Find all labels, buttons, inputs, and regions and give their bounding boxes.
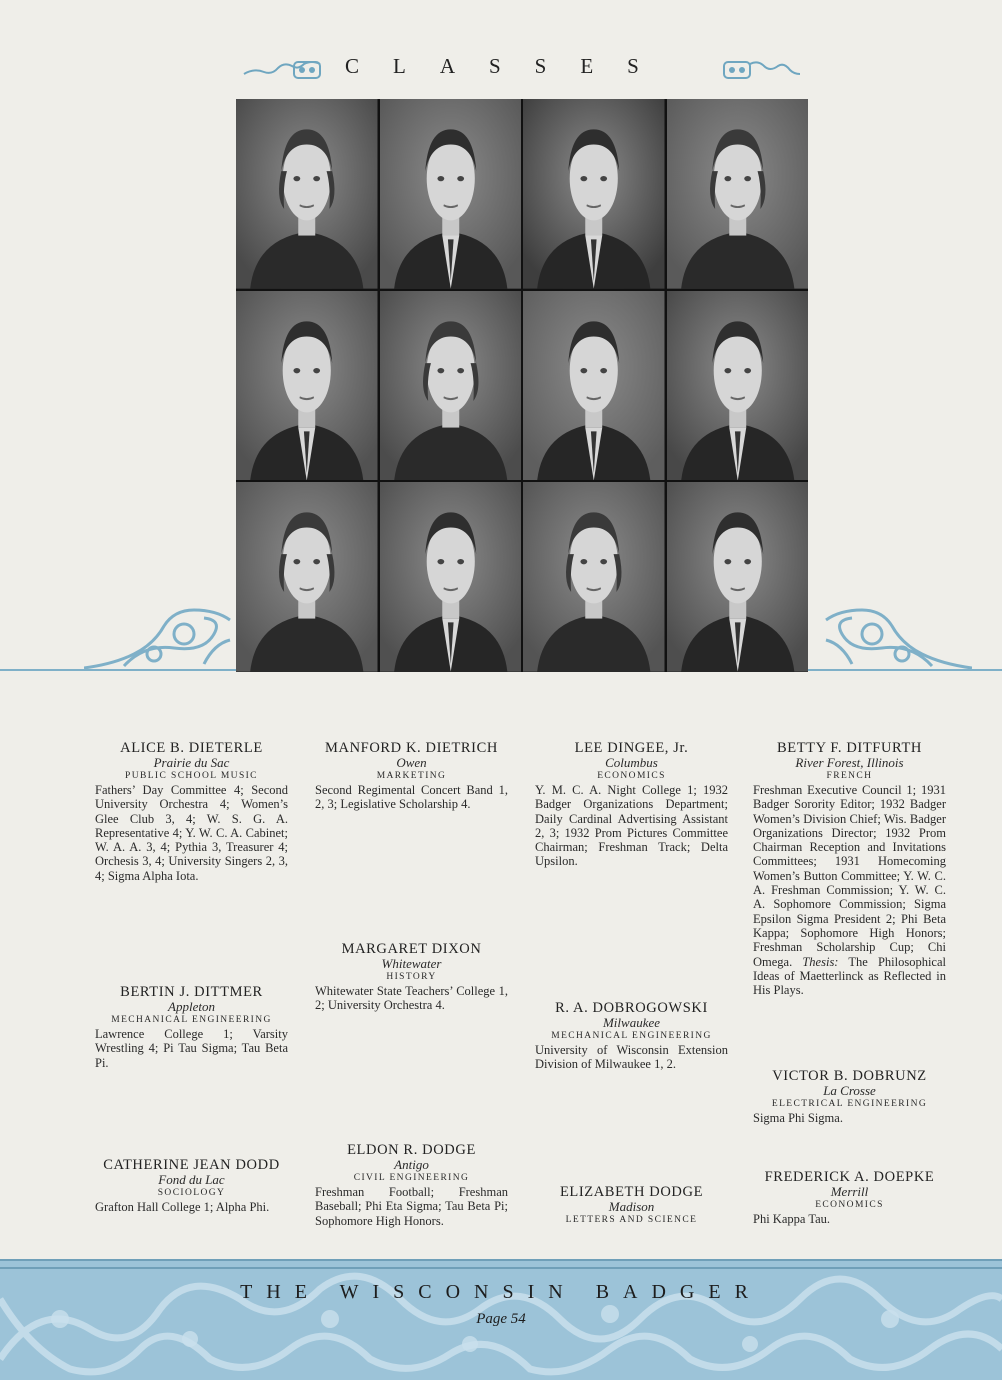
entry-town: River Forest, Illinois bbox=[795, 755, 904, 770]
entry-major: PUBLIC SCHOOL MUSIC bbox=[125, 771, 258, 781]
entry-major: ECONOMICS bbox=[815, 1200, 884, 1210]
portrait-icon bbox=[523, 291, 665, 481]
entry-card bbox=[753, 1068, 946, 1125]
entry-card bbox=[315, 740, 508, 812]
entry-town: Columbus bbox=[605, 755, 658, 770]
portrait-icon bbox=[667, 291, 809, 481]
thesis-label: Thesis: bbox=[802, 954, 839, 969]
entry-town: Merrill bbox=[830, 1184, 869, 1199]
portrait-photo bbox=[667, 291, 809, 481]
footer-top-rule-inner bbox=[0, 1267, 1002, 1269]
portrait-photo bbox=[236, 482, 378, 672]
entry-name: BETTY F. DITFURTH bbox=[777, 740, 922, 756]
portrait-icon bbox=[523, 482, 665, 672]
entry-card bbox=[95, 984, 288, 1070]
entry-town: Antigo bbox=[394, 1157, 429, 1172]
portrait-photo bbox=[380, 291, 522, 481]
portrait-photo bbox=[380, 99, 522, 289]
entry-town: Prairie du Sac bbox=[153, 755, 230, 770]
entry-name: ALICE B. DIETERLE bbox=[120, 740, 263, 756]
portrait-photo bbox=[236, 291, 378, 481]
portrait-photo bbox=[667, 482, 809, 672]
entry-name: MANFORD K. DIETRICH bbox=[325, 740, 498, 756]
entry-card bbox=[315, 1142, 508, 1228]
entry-town: Fond du Lac bbox=[158, 1172, 225, 1187]
entry-major: MECHANICAL ENGINEERING bbox=[111, 1015, 272, 1025]
entry-card bbox=[535, 1000, 728, 1072]
portrait-photo bbox=[523, 482, 665, 672]
portrait-photo bbox=[523, 291, 665, 481]
entry-major: CIVIL ENGINEERING bbox=[353, 1173, 470, 1183]
portrait-icon bbox=[380, 291, 522, 481]
entry-card bbox=[535, 1184, 728, 1227]
entry-card bbox=[753, 740, 946, 997]
page-number: Page 54 bbox=[476, 1311, 526, 1327]
left-ornament-icon bbox=[242, 58, 322, 82]
entry-card bbox=[95, 740, 288, 883]
entry-card bbox=[535, 740, 728, 869]
portrait-grid bbox=[236, 99, 808, 672]
entry-major: ELECTRICAL ENGINEERING bbox=[771, 1099, 928, 1109]
portrait-icon bbox=[380, 482, 522, 672]
entry-activities: Grafton Hall College 1; Alpha Phi. bbox=[95, 1200, 270, 1214]
entry-major: MARKETING bbox=[376, 771, 447, 781]
entry-major: SOCIOLOGY bbox=[157, 1188, 226, 1198]
entry-activities: Second Regimental Concert Band 1, 2, 3; Legislative Scholarship 4. bbox=[315, 783, 508, 812]
entry-name: LEE DINGEE, Jr. bbox=[574, 740, 689, 756]
entry-name: FREDERICK A. DOEPKE bbox=[764, 1169, 935, 1185]
portrait-icon bbox=[236, 99, 378, 289]
entry-major: ECONOMICS bbox=[597, 771, 666, 781]
portrait-icon bbox=[236, 482, 378, 672]
portrait-photo bbox=[523, 99, 665, 289]
entry-activities: Lawrence College 1; Varsity Wrestling 4; Pi Tau Sigma; Tau Beta Pi. bbox=[95, 1027, 288, 1070]
entry-name: CATHERINE JEAN DODD bbox=[103, 1157, 280, 1173]
entry-major: LETTERS AND SCIENCE bbox=[565, 1215, 698, 1225]
entry-card bbox=[95, 1157, 288, 1214]
portrait-icon bbox=[380, 99, 522, 289]
entry-town: Milwaukee bbox=[602, 1015, 661, 1030]
entry-activities bbox=[753, 783, 946, 997]
portrait-photo bbox=[667, 99, 809, 289]
footer-top-rule bbox=[0, 1259, 1002, 1261]
portrait-icon bbox=[236, 291, 378, 481]
entry-card bbox=[315, 941, 508, 1013]
publication-title: THE WISCONSIN BADGER bbox=[240, 1281, 762, 1303]
right-divider-rule bbox=[808, 669, 1002, 671]
portrait-icon bbox=[667, 99, 809, 289]
right-ornament-icon bbox=[722, 58, 802, 82]
entry-name: ELIZABETH DODGE bbox=[559, 1184, 704, 1200]
entry-activities: University of Wisconsin Extension Division of Milwaukee 1, 2. bbox=[535, 1043, 728, 1072]
entry-name: ELDON R. DODGE bbox=[347, 1142, 476, 1158]
left-divider-rule bbox=[0, 669, 236, 671]
entry-name: MARGARET DIXON bbox=[341, 941, 482, 957]
entry-activities: Phi Kappa Tau. bbox=[753, 1212, 831, 1226]
entry-town: Appleton bbox=[168, 999, 215, 1014]
entry-activities-text: Freshman Executive Council 1; 1931 Badger Sorority Editor; 1932 Badger Women’s Division Chief; Wis. Badger Organizations Director; 1932 Prom Chairman Reception and Invitations Committees; 1931 Homecoming Women’s Button Committee; Y. W. C. A. Freshman Commission; Y. W. C. A. Sophomore Commission; Sigma Epsilon Sigma President 2; Phi Beta Kappa; Sophomore High Honors; Freshman Scholarship Cup; Chi Omega. bbox=[753, 783, 946, 969]
entry-major: HISTORY bbox=[386, 972, 437, 982]
right-scroll-ornament-icon bbox=[822, 604, 972, 672]
entry-town: La Crosse bbox=[823, 1083, 876, 1098]
entry-town: Owen bbox=[396, 755, 427, 770]
entry-name: R. A. DOBROGOWSKI bbox=[555, 1000, 708, 1016]
portrait-photo bbox=[380, 482, 522, 672]
entry-activities: Freshman Football; Freshman Baseball; Phi Eta Sigma; Tau Beta Pi; Sophomore High Honors. bbox=[315, 1185, 508, 1228]
entry-activities: Sigma Phi Sigma. bbox=[753, 1111, 843, 1125]
entry-activities: Fathers’ Day Committee 4; Second University Orchestra 4; Women’s Glee Club 3, 4; W. S. G. A. Representative 4; Y. W. C. A. Cabinet; W. A. A. 3, 4; Pythia 3, Treasurer 4; Orchesis 3, 4; University Singers 2, 3, 4; Sigma Alpha Iota. bbox=[95, 783, 288, 883]
entry-major: MECHANICAL ENGINEERING bbox=[551, 1031, 712, 1041]
page-header bbox=[0, 54, 1002, 86]
entry-activities: Whitewater State Teachers’ College 1, 2; University Orchestra 4. bbox=[315, 984, 508, 1013]
entry-name: BERTIN J. DITTMER bbox=[120, 984, 263, 1000]
page-footer bbox=[0, 1259, 1002, 1380]
portrait-photo bbox=[236, 99, 378, 289]
entry-name: VICTOR B. DOBRUNZ bbox=[772, 1068, 927, 1084]
entry-major: FRENCH bbox=[826, 771, 873, 781]
portrait-icon bbox=[523, 99, 665, 289]
portrait-icon bbox=[667, 482, 809, 672]
entry-town: Whitewater bbox=[381, 956, 442, 971]
entry-town: Madison bbox=[608, 1199, 655, 1214]
entry-card bbox=[753, 1169, 946, 1226]
thesis-text: The Philosophical Ideas of Maetterlinck as Reflected in His Plays. bbox=[753, 954, 946, 998]
entry-activities: Y. M. C. A. Night College 1; 1932 Badger Organizations Department; Daily Cardinal Advertising Assistant 2, 3; 1932 Prom Pictures Committee Chairman; Freshman Track; Delta Upsilon. bbox=[535, 783, 728, 869]
page-title: CLASSES bbox=[345, 54, 673, 78]
left-scroll-ornament-icon bbox=[84, 604, 236, 672]
